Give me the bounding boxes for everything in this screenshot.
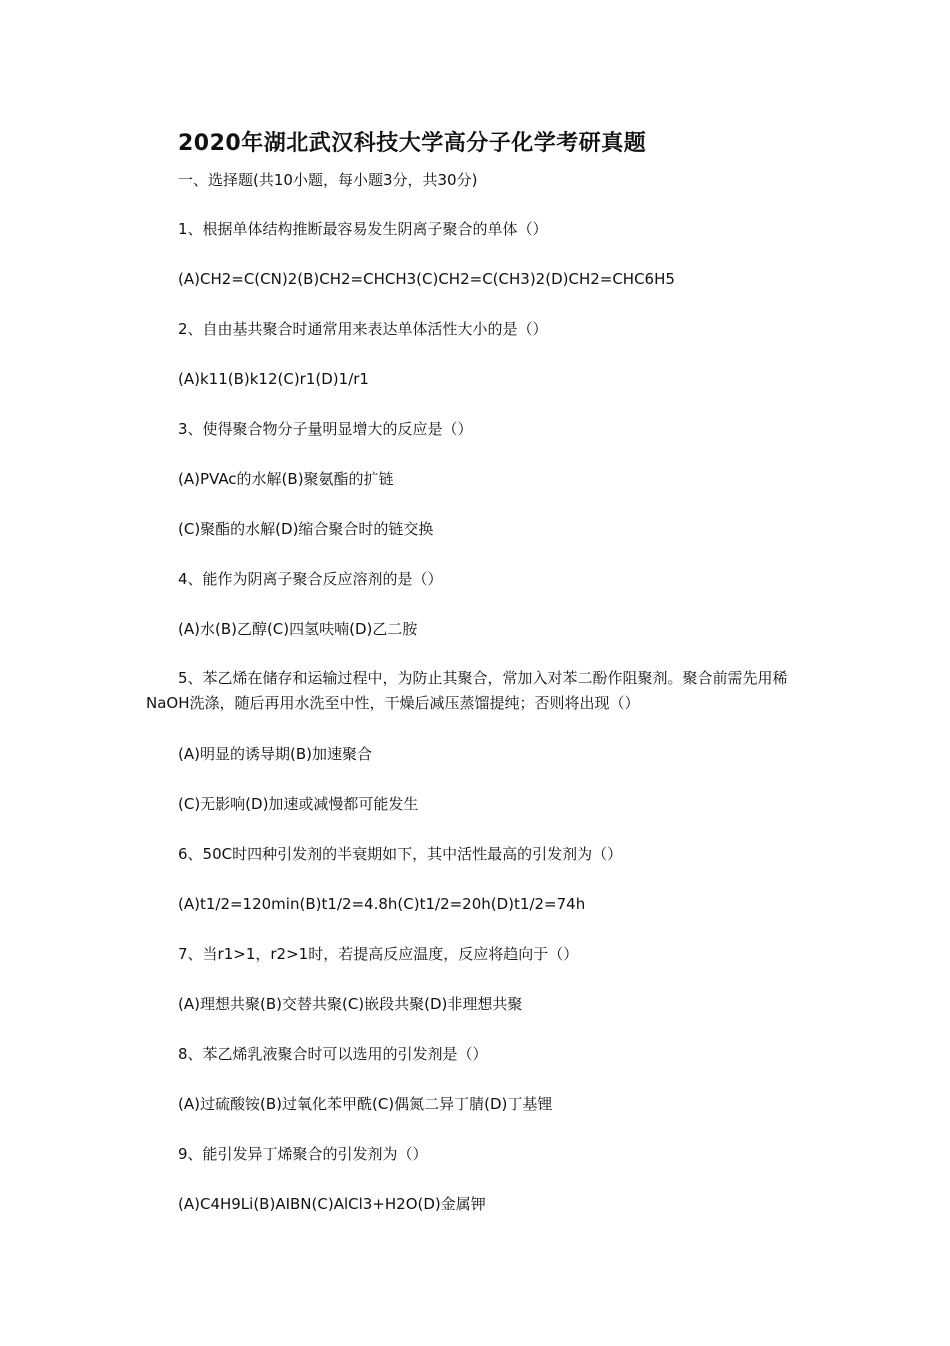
- question-3-options-cd: (C)聚酯的水解(D)缩合聚合时的链交换: [178, 520, 434, 538]
- question-5: 5、苯乙烯在储存和运输过程中，为防止其聚合，常加入对苯二酚作阻聚剂。聚合前需先用稀NaOH洗涤，随后再用水洗至中性，干燥后减压蒸馏提纯；否则将出现（）: [146, 669, 788, 712]
- question-6: 6、50C时四种引发剂的半衰期如下，其中活性最高的引发剂为（）: [178, 845, 623, 863]
- section-heading: 一、选择题(共10小题，每小题3分，共30分): [178, 171, 478, 189]
- question-3-options-ab: (A)PVAc的水解(B)聚氨酯的扩链: [178, 470, 394, 488]
- question-8: 8、苯乙烯乳液聚合时可以选用的引发剂是（）: [178, 1045, 488, 1063]
- question-1: 1、根据单体结构推断最容易发生阴离子聚合的单体（）: [178, 220, 548, 238]
- question-3: 3、使得聚合物分子量明显增大的反应是（）: [178, 420, 473, 438]
- question-4-options: (A)水(B)乙醇(C)四氢呋喃(D)乙二胺: [178, 620, 418, 638]
- question-9-options: (A)C4H9Li(B)AIBN(C)AlCl3+H2O(D)金属钾: [178, 1195, 486, 1213]
- question-1-options: (A)CH2=C(CN)2(B)CH2=CHCH3(C)CH2=C(CH3)2(D)CH2=CHC6H5: [178, 270, 675, 288]
- question-2-options: (A)k11(B)k12(C)r1(D)1/r1: [178, 370, 369, 388]
- question-5-options-cd: (C)无影响(D)加速或减慢都可能发生: [178, 795, 419, 813]
- question-7: 7、当r1>1，r2>1时，若提高反应温度，反应将趋向于（）: [178, 945, 579, 963]
- question-9: 9、能引发异丁烯聚合的引发剂为（）: [178, 1145, 428, 1163]
- question-8-options: (A)过硫酸铵(B)过氧化苯甲酰(C)偶氮二异丁腈(D)丁基锂: [178, 1095, 553, 1113]
- question-6-options: (A)t1/2=120min(B)t1/2=4.8h(C)t1/2=20h(D)t1/2=74h: [178, 895, 586, 913]
- page-title: 2020年湖北武汉科技大学高分子化学考研真题: [178, 131, 647, 156]
- question-7-options: (A)理想共聚(B)交替共聚(C)嵌段共聚(D)非理想共聚: [178, 995, 523, 1013]
- question-5-options-ab: (A)明显的诱导期(B)加速聚合: [178, 745, 372, 763]
- question-2: 2、自由基共聚合时通常用来表达单体活性大小的是（）: [178, 320, 548, 338]
- question-4: 4、能作为阴离子聚合反应溶剂的是（）: [178, 570, 443, 588]
